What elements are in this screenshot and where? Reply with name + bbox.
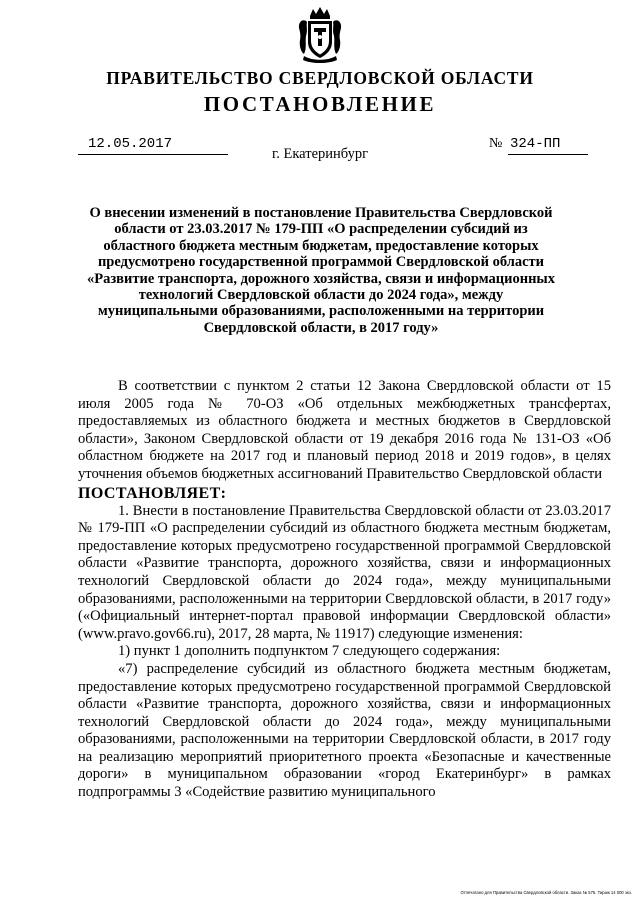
document-date: 12.05.2017 <box>88 136 173 152</box>
number-label: № <box>489 136 503 151</box>
document-number: 324-ПП <box>510 136 561 152</box>
preamble-paragraph: В соответствии с пунктом 2 статьи 12 Закона Свердловской области от 15 июля 2005 года № 70-ОЗ «Об отдельных межбюджетных трансфертах, предоставляемых из областного бюджета и местных бюджетов в Свердловской области», Законом Свердловской области от 19 декабря 2016 года № 131-ОЗ «Об областном бюджете на 2017 год и плановый период 2018 и 2019 годов», в целях уточнения объемов бюджетных ассигнований Правительство Свердловской области <box>78 378 611 482</box>
subitem-1-paragraph: 1) пункт 1 дополнить подпунктом 7 следующего содержания: <box>118 643 501 660</box>
coat-of-arms-emblem <box>296 6 344 64</box>
government-name: ПРАВИТЕЛЬСТВО СВЕРДЛОВСКОЙ ОБЛАСТИ <box>106 68 534 88</box>
document-title: О внесении изменений в постановление Правительства Свердловской области от 23.03.2017 № 179-ПП «О распределении субсидий из областного бюджета местным бюджетам, предоставление которых предусмотрено государственной программой Свердловской области «Развитие транспорта, дорожного хозяйства, связи и информационных технологий Свердловской области до 2024 года», между муниципальными образованиями, расположенными на территории Свердловской области, в 2017 году» <box>86 205 555 336</box>
print-footer: Отпечатано для Правительства Свердловской области. Заказ № 575. Тираж 14 000 экз. <box>460 890 632 895</box>
document-body <box>78 378 611 802</box>
item-1-paragraph: 1. Внести в постановление Правительства Свердловской области от 23.03.2017 № 179-ПП «О распределении субсидий из областного бюджета местным бюджетам, предоставление которых предусмотрено государственной программой Свердловской области «Развитие транспорта, дорожного хозяйства, связи и информационных технологий Свердловской области до 2024 года», между муниципальными образованиями, расположенными на территории Свердловской области, в 2017 году» («Официальный интернет-портал правовой информации Свердловской области» (www.pravo.gov66.ru), 2017, 28 марта, № 11917) следующие изменения: <box>78 502 611 642</box>
number-underline <box>508 154 588 155</box>
quote-item-7-paragraph: «7) распределение субсидий из областного бюджета местным бюджетам, предоставление которых предусмотрено государственной программой Свердловской области «Развитие транспорта, дорожного хозяйства, связи и информационных технологий Свердловской области до 2024 года», между муниципальными образованиями, расположенными на территории Свердловской области, в 2017 году на реализацию мероприятий приоритетного проекта «Безопасные и качественные дороги» в муниципальном образовании «город Екатеринбург» в рамках подпрограммы 3 «Содействие развитию муниципального <box>78 660 611 801</box>
resolves-heading: ПОСТАНОВЛЯЕТ: <box>78 484 227 502</box>
document-city: г. Екатеринбург <box>271 146 369 162</box>
document-type-heading: ПОСТАНОВЛЕНИЕ <box>203 92 437 116</box>
